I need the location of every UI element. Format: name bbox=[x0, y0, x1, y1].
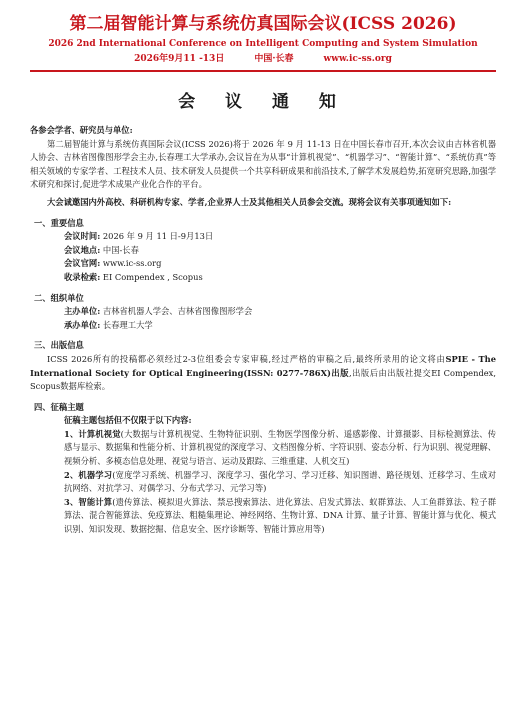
info-item: 收录检索: EI Compendex , Scopus bbox=[64, 271, 203, 282]
section-topics-title: 四、征稿主题 bbox=[34, 401, 84, 412]
info-item: 会议地点: 中国-长春 bbox=[64, 244, 139, 255]
publication-paragraph: ICSS 2026所有的投稿都必须经过2-3位组委会专家审稿,经过严格的审稿之后,最终所录用的论文将由SPIE - The International Society for Optical Engineering(ISSN: 0277-786X)出版,出版后由出版社提交EI Compendex, Scopus数据库检索。 bbox=[30, 353, 496, 392]
conference-title-zh: 第二届智能计算与系统仿真国际会议(ICSS 2026) bbox=[69, 14, 457, 34]
notice-body bbox=[30, 124, 496, 537]
conference-title-en: 2026 2nd International Conference on Intelligent Computing and System Simulation bbox=[48, 39, 478, 49]
section-important-info-title: 一、重要信息 bbox=[34, 217, 84, 228]
organizer-item: 主办单位: 吉林省机器人学会、吉林省图像图形学会 bbox=[64, 306, 253, 317]
info-item: 会议官网: www.ic-ss.org bbox=[64, 258, 162, 269]
topic-item: 2、机器学习(宽度学习系统、机器学习、深度学习、强化学习、学习迁移、知识图谱、路径规划、迁移学习、生成对抗网络、对抗学习、对偶学习、分布式学习、元学习等) bbox=[64, 469, 496, 494]
invite-paragraph: 大会诚邀国内外高校、科研机构专家、学者,企业界人士及其他相关人员参会交流。现将会议有关事项通知如下: bbox=[47, 196, 452, 207]
topic-item: 3、智能计算(遗传算法、模拟退火算法、禁忌搜索算法、进化算法、启发式算法、蚁群算法、人工鱼群算法、粒子群算法、混合智能算法、免疫算法、粗糙集理论、神经网络、生物计算、DNA 计算、量子计算、智能计算与优化、模式识别、知识发现、数据挖掘、信息安全、医疗诊断等、智能计算应用等) bbox=[64, 496, 496, 535]
conference-location: 中国·长春 bbox=[254, 54, 294, 64]
section-organizers-title: 二、组织单位 bbox=[34, 292, 84, 303]
conference-date: 2026年9月11 -13日 bbox=[134, 54, 225, 64]
intro-paragraph: 第二届智能计算与系统仿真国际会议(ICSS 2026)将于 2026 年 9 月 11-13 日在中国长春市召开,本次会议由吉林省机器人协会、吉林省图像图形学会主办,长春理工大学承办,会议旨在为从事“计算机视觉”、“机器学习”、“智能计算”、“系统仿真”等相关领域的专家学者、工程技术人员、技术研发人员提供一个共享科研成果和前沿技术,了解学术发展趋势,拓宽研究思路,加强学术研究和探讨,促进学术成果产业化合作的平台。 bbox=[30, 138, 496, 190]
conference-meta bbox=[30, 54, 496, 65]
salutation: 各参会学者、研究员与单位: bbox=[30, 125, 133, 135]
topic-item: 1、计算机视觉(大数据与计算机视觉、生物特征识别、生物医学图像分析、遥感影像、计算摄影、目标检测算法、传感与显示、数据集和性能分析、计算机视觉的深度学习、文档图像分析、字符识别、姿态分析、行为识别、视觉理解、视频分析、多模态信息处理、视觉与语言、运动及跟踪、三维重建、人机交互) bbox=[64, 428, 496, 467]
conference-website[interactable]: www.ic-ss.org bbox=[323, 54, 392, 64]
organizer-item: 承办单位: 长春理工大学 bbox=[64, 319, 153, 330]
header-divider bbox=[30, 70, 496, 72]
notice-page bbox=[0, 14, 526, 723]
notice-title: 会 议 通 知 bbox=[178, 92, 348, 112]
website-link[interactable]: www.ic-ss.org bbox=[102, 258, 162, 269]
topics-lead: 征稿主题包括但不仅限于以下内容: bbox=[64, 415, 192, 426]
section-publication-title: 三、出版信息 bbox=[34, 340, 84, 351]
info-item: 会议时间: 2026 年 9 月 11 日-9月13日 bbox=[64, 231, 214, 242]
